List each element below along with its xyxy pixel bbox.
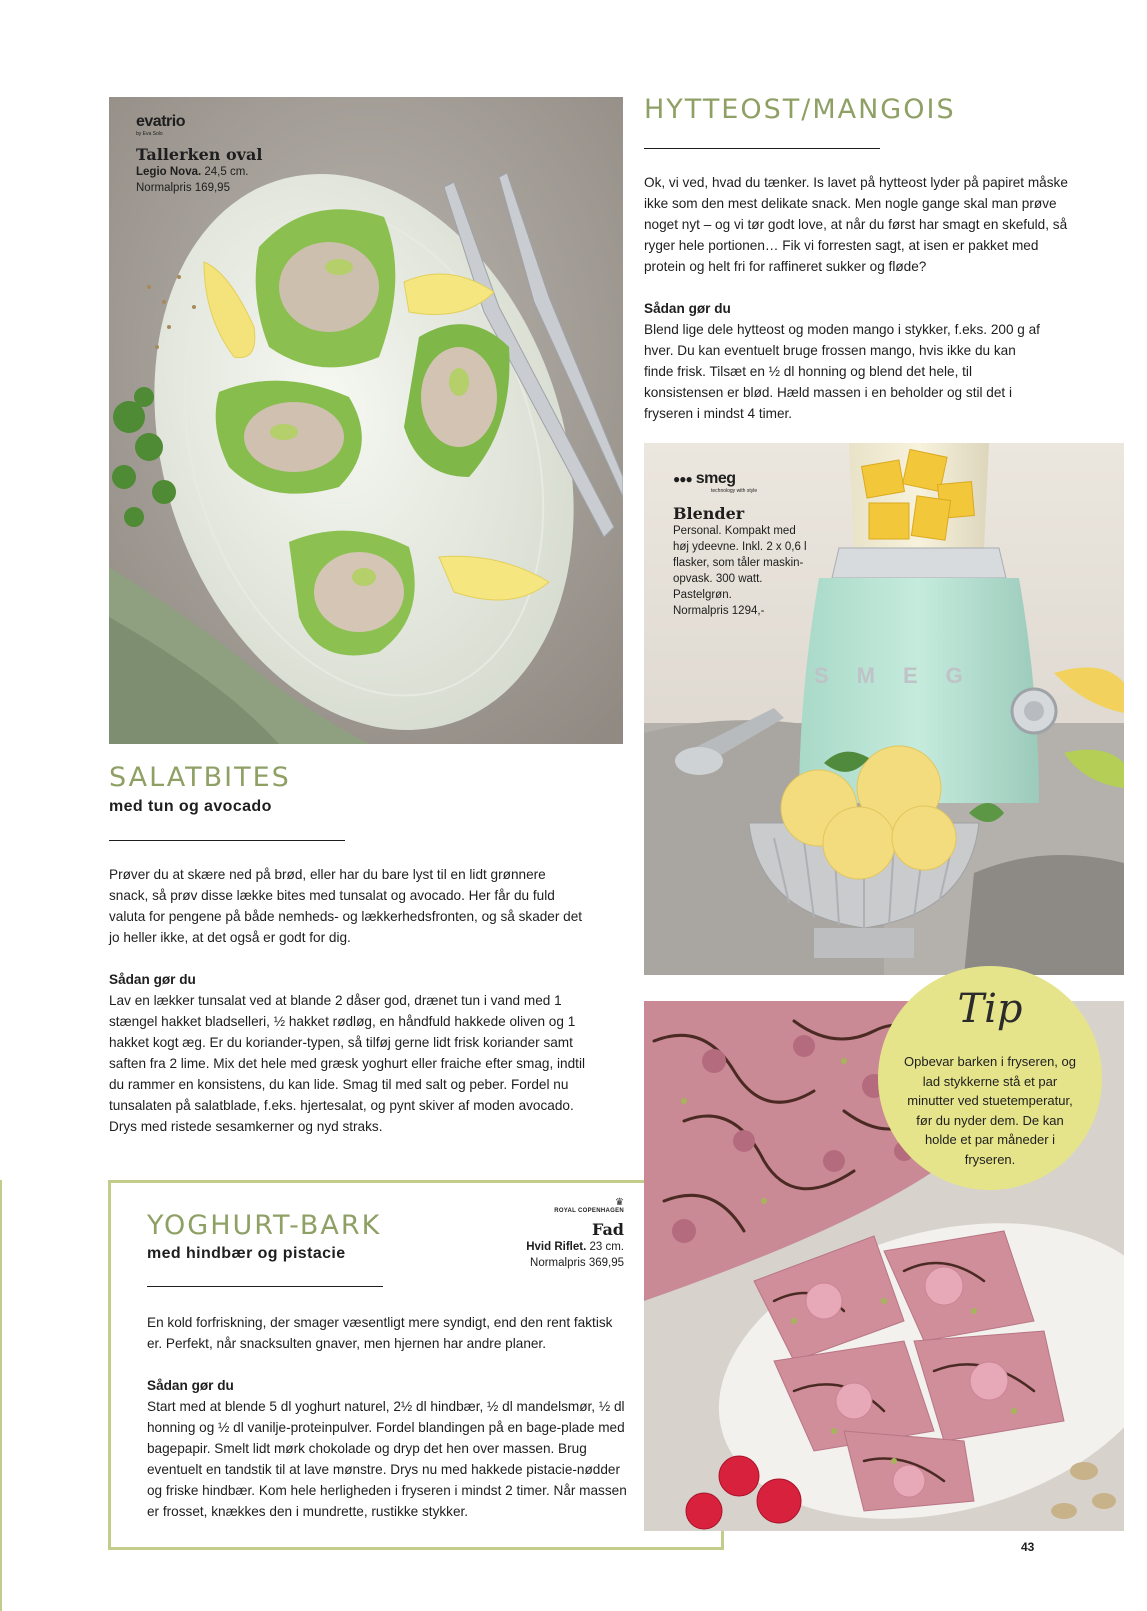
yoghurt-bark-how-label: Sådan gør du (147, 1378, 234, 1393)
product-name: Fad (591, 1220, 624, 1239)
tip-title: Tip (957, 986, 1023, 1032)
product-name: Tallerken oval (136, 145, 263, 164)
yoghurt-bark-title: YOGHURT-BARK (147, 1210, 382, 1241)
bark-frame-right-stub (721, 1530, 724, 1550)
product-price: Normalpris 169,95 (136, 182, 230, 194)
tip-text: Opbevar barken i fryseren, og lad stykkerne stå et par minutter ved stuetemperatur, før du nyder dem. De kan holde et par måneder i fryseren. (904, 1054, 1076, 1167)
salatbites-how-label: Sådan gør du (109, 972, 196, 987)
yoghurt-bark-subtitle: med hindbær og pistacie (147, 1245, 346, 1262)
hytteost-how-label: Sådan gør du (644, 301, 731, 316)
smeg-logo: ●●● smeg technology with style (673, 470, 758, 494)
hytteost-how-text: Blend lige dele hytteost og moden mango i stykker, f.eks. 200 g af hver. Du kan eventuelt bruge frossen mango, hvis ikke du kan finde frisk. Tilsæt en ½ dl honning og blend det hele, til konsistensen er blød. Hæld massen i en beholder og stil det i fryseren i mindst 4 timer. (644, 322, 1040, 421)
bark-frame-left (108, 1180, 111, 1550)
hytteost-title: HYTTEOST/MANGOIS (644, 94, 956, 125)
product-price: Normalpris 1294,- (673, 605, 765, 617)
product-price: Normalpris 369,95 (530, 1257, 624, 1269)
page-edge-line (0, 1180, 2, 1611)
crown-icon: ♛ (615, 1197, 624, 1208)
salatbites-subtitle: med tun og avocado (109, 798, 272, 815)
salatbites-body (109, 864, 594, 1137)
smeg-dots-icon: ●●● (673, 472, 692, 486)
evatrio-product-label (136, 113, 336, 196)
product-name: Blender (673, 504, 745, 523)
smeg-product-label (673, 470, 843, 619)
yoghurt-bark-intro: En kold forfriskning, der smager væsentligt mere syndigt, end den rent faktisk er. Perfekt, når snacksulten gnaver, men hjernen har andre planer. (147, 1315, 613, 1351)
salatbites-intro: Prøver du at skære ned på brød, eller har du bare lyst til en lidt grønnere snack, så prøv disse lække bites med tunsalat og avocado. Her får du fuld valuta for pengene på både nemheds- og lækkerhedsfronten, og så skader det jo heller ikke, at det også er godt for dig. (109, 867, 583, 945)
royal-copenhagen-logo: ROYAL COPENHAGEN (554, 1208, 624, 1214)
page-number: 43 (1021, 1540, 1035, 1554)
product-description: Personal. Kompakt med høj ydeevne. Inkl. 2 x 0,6 l flasker, som tåler maskin- opvask. 300 watt. Pastelgrøn. (673, 525, 807, 601)
product-description: Hvid Riflet. 23 cm. (526, 1241, 624, 1253)
hytteost-intro: Ok, vi ved, hvad du tænker. Is lavet på hytteost lyder på papiret måske ikke som den mest delikate snack. Men nogle gange skal man prøve noget nyt – og vi tør godt love, at når du først har smagt en skefuld, så ryger hele portionen… Fik vi forresten sagt, at isen er pakket med protein og helt fri for raffineret sukker og fløde? (644, 175, 1068, 274)
evatrio-logo: evatrio by Eva Solo (136, 113, 185, 137)
yoghurt-bark-body (147, 1312, 632, 1522)
yoghurt-bark-rule (147, 1286, 383, 1287)
machine-letters: SMEG (814, 663, 991, 688)
product-description: Legio Nova. 24,5 cm. (136, 166, 249, 178)
royal-copenhagen-label (480, 1198, 624, 1271)
yoghurt-bark-how-text: Start med at blende 5 dl yoghurt naturel, 2½ dl hindbær, ½ dl mandelsmør, ½ dl honning og ½ dl vanilje-proteinpulver. Fordel blandingen på en bage-plade med bagepapir. Smelt lidt mørk chokolade og dryp det hen over massen. Brug eventuelt en tandstik til at lave mønstre. Drys nu med hakkede pistacie-nødder og friske hindbær. Kom hele herligheden i fryseren i mindst 2 timer. Når massen er frosset, knækkes den i mundrette, rustikke stykker. (147, 1399, 627, 1519)
salatbites-rule (109, 840, 345, 841)
salatbites-title: SALATBITES (109, 762, 291, 793)
bark-frame-bottom (108, 1547, 724, 1550)
hytteost-body (644, 172, 1074, 424)
salatbites-how-text: Lav en lækker tunsalat ved at blande 2 dåser god, drænet tun i vand med 1 stængel hakket bladselleri, ½ hakket rødløg, en håndfuld hakkede oliven og 1 hakket kogt æg. Er du koriander-typen, så tilføj gerne lidt frisk koriander samt saften fra 2 lime. Mix det hele med græsk yoghurt eller fraiche efter smag, indtil du rammer en konsistens, du kan lide. Smag til med salt og peber. Fordel nu tunsalaten på salatblade, f.eks. hjertesalat, og pynt skiver af moden avocado. Drys med ristede sesamkerner og nyd straks. (109, 993, 585, 1134)
bark-frame-top (108, 1180, 644, 1183)
hytteost-rule (644, 148, 880, 149)
